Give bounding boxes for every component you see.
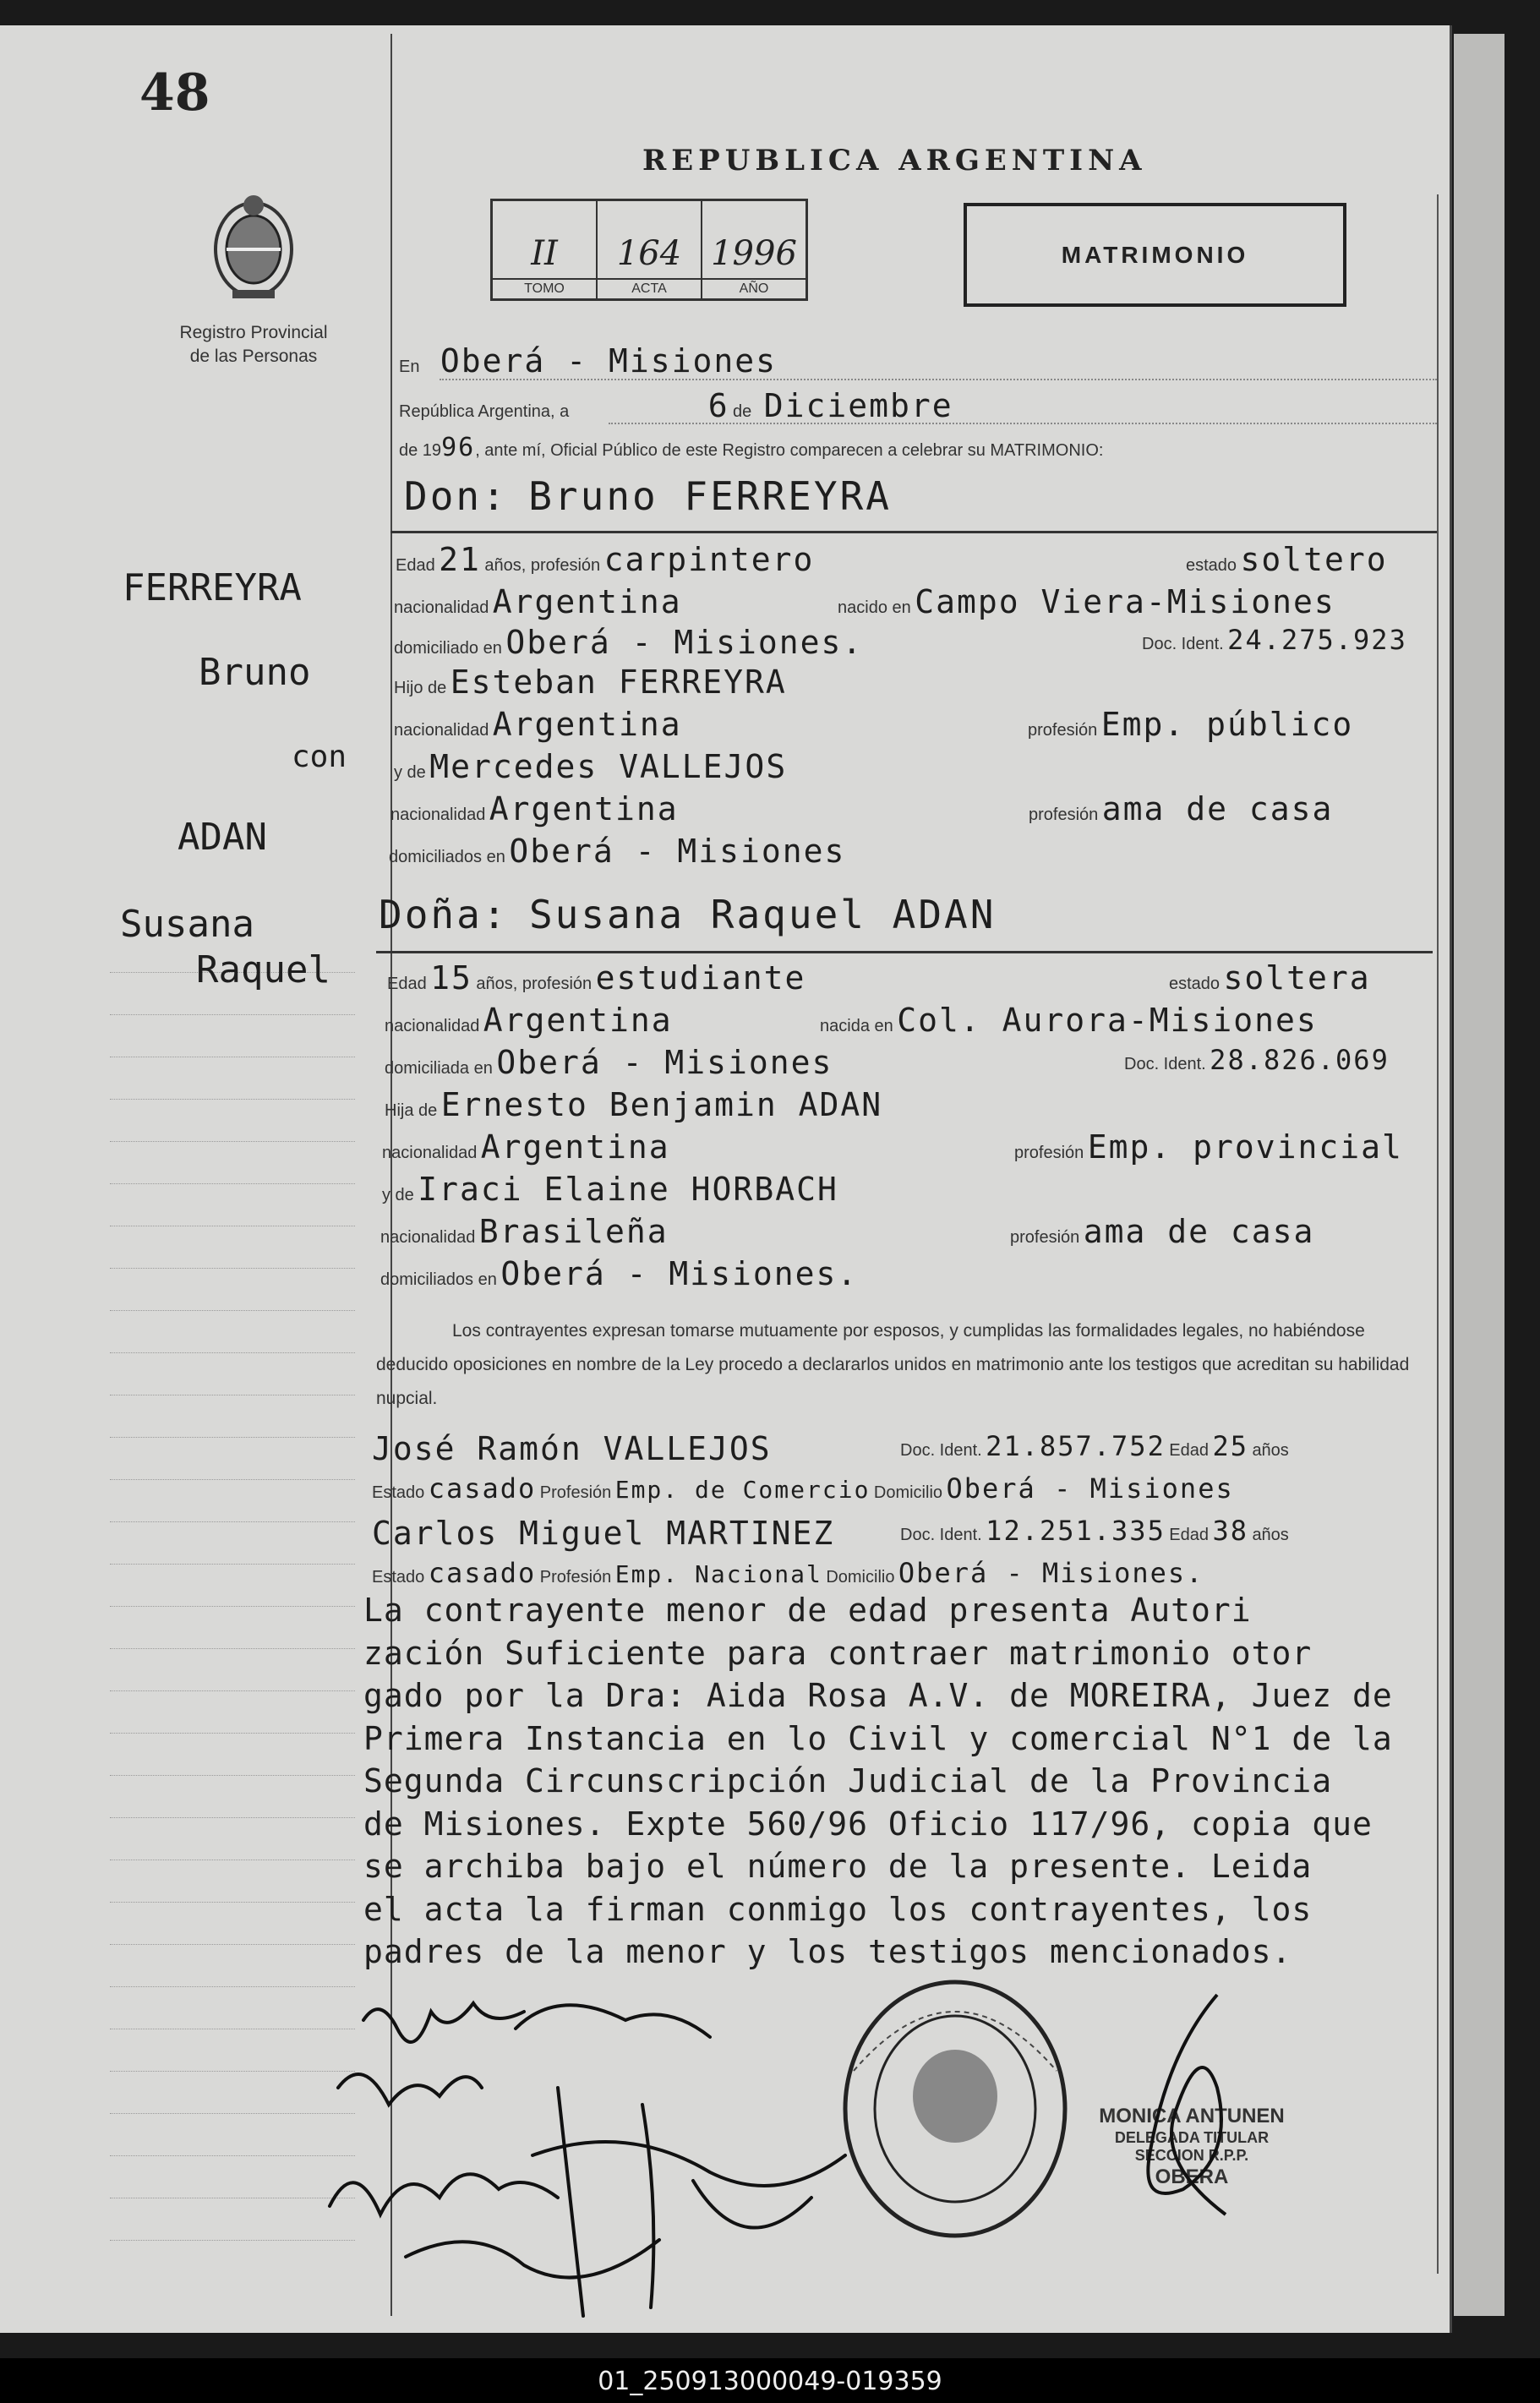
bride-nationality-line: [385, 1002, 1424, 1039]
doc-label: Doc. Ident.: [1142, 635, 1224, 653]
groom-doc: 24.275.923: [1227, 624, 1407, 656]
hijo-label: Hijo de: [394, 679, 447, 697]
edad-label: Edad: [387, 975, 427, 993]
groom-age-line: [396, 541, 1431, 578]
estado-label: Estado: [372, 1483, 425, 1502]
ano-value: 1996: [711, 234, 797, 273]
domicilio-label: Domicilio: [826, 1568, 895, 1587]
groom-domicile: Oberá - Misiones.: [505, 624, 864, 661]
witness-2-age: 38: [1212, 1515, 1248, 1547]
legal-statement: Los contrayentes expresan tomarse mutuamente por esposos, y cumplidas las formalidades legales, no habiéndose deducido oposiciones en nombre de la Ley procedo a declararlos unidos en matrimonio ante los testigos que acreditan su habilidad nupcial.: [376, 1321, 1410, 1408]
page-edge: [1454, 34, 1505, 2316]
margin-surname-groom: FERREYRA: [123, 566, 302, 609]
margin-rule-line: [110, 1648, 355, 1649]
anos-profesion-label: años, profesión: [476, 975, 593, 993]
profesion-label: Profesión: [539, 1483, 612, 1502]
witness-1-line-2: [372, 1472, 1428, 1505]
bride-father: Ernesto Benjamin ADAN: [440, 1086, 883, 1123]
country-title: REPUBLICA ARGENTINA: [642, 144, 1147, 177]
bride-nationality: Argentina: [483, 1002, 673, 1039]
republica-label: República Argentina, a: [399, 402, 570, 421]
notes-line: gado por la Dra: Aida Rosa A.V. de MOREIRA, Juez de: [363, 1677, 1393, 1715]
witness-1-status: casado: [428, 1472, 537, 1505]
bride-mother-profession: ama de casa: [1083, 1213, 1315, 1250]
witness-1-name: José Ramón VALLEJOS: [372, 1430, 772, 1467]
intro-statement: , ante mí, Oficial Público de este Registro comparecen a celebrar su MATRIMONIO:: [475, 441, 1104, 460]
domiciliados-label: domiciliados en: [389, 848, 505, 866]
groom-nationality-line: [394, 583, 1429, 620]
anos-label: años: [1252, 1526, 1289, 1544]
bride-domicile-line: [385, 1044, 1424, 1081]
groom-mother: Mercedes VALLEJOS: [429, 748, 788, 785]
edad-label: Edad: [396, 556, 435, 575]
section-rule: [376, 951, 1433, 953]
edad-label: Edad: [1169, 1526, 1209, 1544]
witness-1-doc: 21.857.752: [986, 1430, 1166, 1462]
margin-rule-line: [110, 1479, 355, 1480]
en-label: En: [399, 358, 420, 376]
groom-mother-profession: ama de casa: [1101, 790, 1334, 827]
groom-status: soltero: [1240, 541, 1388, 578]
year-prefix: de 19: [399, 441, 442, 460]
profesion-label: Profesión: [539, 1568, 612, 1587]
intro-year: 96: [441, 433, 476, 462]
groom-profession: carpintero: [603, 541, 815, 578]
groom-title: Don:: [404, 473, 508, 519]
tomo-label: TOMO: [493, 278, 596, 298]
margin-rule-line: [110, 1268, 355, 1269]
official-role: DELEGADA TITULAR: [1114, 2128, 1270, 2146]
de-label: de: [733, 402, 752, 421]
nacido-label: nacido en: [838, 598, 911, 617]
margin-given-bride-2: Raquel: [196, 948, 330, 991]
bride-father-nationality: Argentina: [480, 1128, 670, 1166]
profesion-label: profesión: [1029, 806, 1099, 824]
bride-name-line: [379, 892, 996, 937]
margin-rule-line: [110, 1521, 355, 1522]
margin-rule-line: [110, 1944, 355, 1945]
margin-given-groom: Bruno: [199, 651, 311, 694]
bride-mother-line: [382, 1171, 838, 1208]
groom-age: 21: [439, 541, 481, 578]
registry-label: [152, 321, 355, 369]
doc-label: Doc. Ident.: [900, 1441, 982, 1460]
yde-label: y de: [382, 1186, 414, 1204]
notes-line: La contrayente menor de edad presenta Autori: [363, 1592, 1252, 1629]
groom-mother-line: [394, 748, 787, 785]
bride-mother-nat-line: [380, 1213, 1420, 1250]
notes-line: Segunda Circunscripción Judicial de la Provincia: [363, 1762, 1333, 1800]
margin-con: con: [292, 740, 347, 774]
bride-profession: estudiante: [595, 959, 806, 997]
nacionalidad-label: nacionalidad: [380, 1228, 476, 1247]
groom-mother-nat-line: [390, 790, 1426, 827]
yde-label: y de: [394, 763, 426, 782]
bride-parents-domicile: Oberá - Misiones.: [500, 1255, 859, 1292]
registry-line2: de las Personas: [189, 347, 318, 367]
estado-label: Estado: [372, 1568, 425, 1587]
witness-2-status: casado: [428, 1557, 537, 1589]
intro-statement-line: [399, 433, 1430, 462]
domiciliados-label: domiciliados en: [380, 1270, 497, 1289]
intro-place-line: [399, 342, 777, 380]
bride-name: Susana Raquel ADAN: [528, 892, 997, 937]
witness-2-domicile: Oberá - Misiones.: [898, 1557, 1204, 1589]
registry-line1: Registro Provincial: [179, 323, 328, 342]
bride-domicile: Oberá - Misiones: [496, 1044, 833, 1081]
witness-1-domicile: Oberá - Misiones: [946, 1472, 1234, 1505]
groom-father-profession: Emp. público: [1100, 706, 1354, 743]
bride-title: Doña:: [379, 892, 509, 937]
intro-place: Oberá - Misiones: [440, 342, 777, 380]
nacionalidad-label: nacionalidad: [394, 598, 489, 617]
groom-parents-domicile-line: [389, 833, 845, 870]
groom-name: Bruno FERREYRA: [528, 473, 892, 519]
witness-2-doc: 12.251.335: [986, 1515, 1166, 1547]
doc-label: Doc. Ident.: [900, 1526, 982, 1544]
notes-line: zación Suficiente para contraer matrimonio otor: [363, 1634, 1313, 1672]
groom-birthplace: Campo Viera-Misiones: [915, 583, 1335, 620]
nacionalidad-label: nacionalidad: [382, 1144, 478, 1162]
margin-rule-line: [110, 1099, 355, 1100]
witness-1-age: 25: [1212, 1430, 1248, 1462]
bride-father-profession: Emp. provincial: [1087, 1128, 1403, 1166]
notes-line: de Misiones. Expte 560/96 Oficio 117/96, copia que: [363, 1805, 1373, 1843]
groom-parents-domicile: Oberá - Misiones: [509, 833, 846, 870]
witness-2-profession: Emp. Nacional: [614, 1560, 822, 1588]
volume-act-year-box: [490, 199, 808, 301]
intro-month: Diciembre: [763, 387, 953, 424]
notes-block: [363, 1589, 1428, 1974]
margin-rule-line: [110, 1564, 355, 1565]
margin-rule-line: [110, 1733, 355, 1734]
bride-mother: Iraci Elaine HORBACH: [418, 1171, 838, 1208]
profesion-label: profesión: [1010, 1228, 1080, 1247]
official-name: MONICA ANTUNEN: [1099, 2105, 1285, 2127]
margin-rule-line: [110, 1183, 355, 1184]
estado-label: estado: [1169, 975, 1221, 993]
page-number: 48: [139, 63, 210, 123]
notes-line: padres de la menor y los testigos mencionados.: [363, 1933, 1292, 1971]
hija-label: Hija de: [385, 1101, 438, 1120]
margin-rule-line: [110, 1775, 355, 1776]
margin-rule-line: [110, 1690, 355, 1691]
bride-birthplace: Col. Aurora-Misiones: [897, 1002, 1318, 1039]
coat-of-arms-icon: [203, 190, 304, 300]
margin-rule-line: [110, 1902, 355, 1903]
image-id-caption: 01_250913000049-019359: [598, 2367, 942, 2396]
margin-surname-bride: ADAN: [177, 816, 267, 859]
tomo-value: II: [531, 234, 558, 273]
intro-date-line: [399, 387, 1430, 424]
bride-father-line: [385, 1086, 882, 1123]
bride-mother-nationality: Brasileña: [478, 1213, 669, 1250]
doc-label: Doc. Ident.: [1124, 1055, 1206, 1073]
section-rule: [390, 531, 1437, 533]
domiciliado-label: domiciliado en: [394, 639, 502, 658]
anos-label: años: [1252, 1441, 1289, 1460]
bride-status: soltera: [1223, 959, 1371, 997]
groom-father-nationality: Argentina: [492, 706, 682, 743]
bride-father-nat-line: [382, 1128, 1422, 1166]
groom-name-line: [404, 473, 892, 519]
dotted-line: [440, 379, 1437, 380]
ano-label: AÑO: [702, 278, 805, 298]
profesion-label: profesión: [1014, 1144, 1084, 1162]
domiciliada-label: domiciliada en: [385, 1059, 493, 1078]
official-city: OBERA: [1155, 2165, 1229, 2188]
witness-1-line-1: [372, 1430, 1428, 1467]
bride-age-line: [387, 959, 1427, 997]
tomo-cell: [493, 201, 598, 298]
nacionalidad-label: nacionalidad: [394, 721, 489, 740]
domicilio-label: Domicilio: [873, 1483, 943, 1502]
signatures-icon: [304, 1986, 913, 2324]
groom-father-line: [394, 664, 787, 701]
witness-2-name: Carlos Miguel MARTINEZ: [372, 1515, 835, 1552]
margin-rule-line: [110, 1437, 355, 1438]
groom-nationality: Argentina: [492, 583, 682, 620]
anos-profesion-label: años, profesión: [484, 556, 601, 575]
groom-father-nat-line: [394, 706, 1429, 743]
bride-parents-domicile-line: [380, 1255, 858, 1292]
dotted-line: [609, 423, 1437, 424]
intro-day: 6: [707, 387, 729, 424]
edad-label: Edad: [1169, 1441, 1209, 1460]
nacida-label: nacida en: [820, 1017, 893, 1035]
witness-2-line-2: [372, 1557, 1428, 1589]
margin-rule-line: [110, 1141, 355, 1142]
groom-father: Esteban FERREYRA: [450, 664, 787, 701]
nacionalidad-label: nacionalidad: [390, 806, 486, 824]
notes-line: el acta la firman conmigo los contrayentes, los: [363, 1890, 1313, 1928]
witness-2-line-1: [372, 1515, 1428, 1552]
act-type-box: MATRIMONIO: [964, 203, 1346, 307]
margin-rule-line: [110, 1817, 355, 1818]
bride-age: 15: [430, 959, 472, 997]
notes-line: Primera Instancia en lo Civil y comercial N°1 de la: [363, 1719, 1393, 1757]
profesion-label: profesión: [1028, 721, 1098, 740]
acta-label: ACTA: [598, 278, 701, 298]
right-border: [1437, 194, 1439, 2274]
margin-rule-line: [110, 1310, 355, 1311]
groom-domicile-line: [394, 624, 1429, 661]
acta-value: 164: [616, 234, 682, 273]
official-section: SECCION R.P.P.: [1134, 2147, 1249, 2165]
acta-cell: [598, 201, 702, 298]
ano-cell: [702, 201, 805, 298]
official-signature-icon: [1116, 1986, 1251, 2223]
notes-line: se archiba bajo el número de la presente. Leida: [363, 1848, 1313, 1886]
estado-label: estado: [1186, 556, 1237, 575]
margin-rule-line: [110, 1606, 355, 1607]
margin-rule-line: [110, 1014, 355, 1015]
margin-given-bride-1: Susana: [120, 903, 254, 946]
nacionalidad-label: nacionalidad: [385, 1017, 480, 1035]
witness-1-profession: Emp. de Comercio: [614, 1476, 871, 1504]
bride-doc: 28.826.069: [1210, 1044, 1390, 1076]
groom-mother-nationality: Argentina: [489, 790, 679, 827]
margin-rule-line: [110, 1352, 355, 1353]
